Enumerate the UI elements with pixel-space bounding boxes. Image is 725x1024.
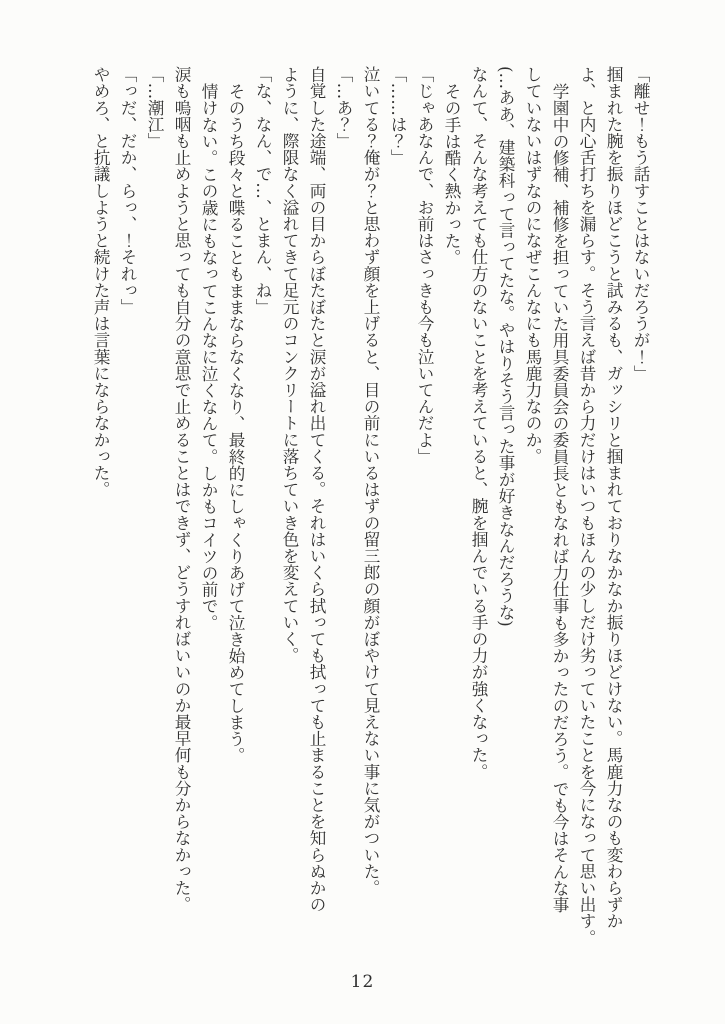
text-line: 「……は？」 xyxy=(388,66,407,166)
text-line: 「離せ！もう話すことはないだろうが！」 xyxy=(631,66,650,382)
text-line: 「な、なん、で…、とまん、ね」 xyxy=(253,66,272,315)
text-line: ように、際限なく溢れてきて足元のコンクリートに落ちていき色を変えていく。 xyxy=(280,66,299,664)
text-line: 「じゃあなんで、お前はさっきも今も泣いてんだよ」 xyxy=(415,66,434,465)
text-line: 「っだ、だか、らっ、！それっ」 xyxy=(118,66,137,315)
text-line: (…ああ、建築科って言ってたな。やはりそう言った事が好きなんだろうな) xyxy=(496,66,515,627)
text-line: 自覚した途端、両の目からぼたぼたと涙が溢れ出てくる。それはいくら拭っても拭っても止まることを知らぬかの xyxy=(307,66,326,913)
text-line: 学園中の修補、補修を担っていた用具委員会の委員長ともなれば力仕事も多かったのだろう。でも今はそんな事 xyxy=(550,82,569,913)
text-line: よ、と内心舌打ちを漏らす。そう言えば昔から力だけはいつもほんの少しだけ劣っていたことを今になって思い出す。 xyxy=(577,66,596,946)
text-line: 掴まれた腕を振りほどこうと試みるも、ガッシリと掴まれておりなかなか振りほどけない。馬鹿力なのも変わらずか xyxy=(604,66,623,930)
text-columns xyxy=(87,66,654,966)
text-line: 「…潮江」 xyxy=(145,66,164,149)
page-number: 12 xyxy=(350,972,375,992)
text-line: 「…あ？」 xyxy=(334,66,353,149)
text-line: 涙も嗚咽も止めようと思っても自分の意思で止めることはできず、どうすればいいのか最早何も分からなかった。 xyxy=(172,66,191,913)
text-line: そのうち段々と喋ることもままならなくなり、最終的にしゃくりあげて泣き始めてしまう。 xyxy=(226,82,245,764)
text-line: やめろ、と抗議しようと続けた声は言葉にならなかった。 xyxy=(91,66,110,498)
text-line: その手は酷く熱かった。 xyxy=(442,82,461,266)
text-line: していないはずなのになぜこんなにも馬鹿力なのか。 xyxy=(523,66,542,465)
text-line: 情けない。この歳にもなってこんなに泣くなんて。しかもコイツの前で。 xyxy=(199,82,218,631)
text-line: なんて、そんな考えても仕方のないことを考えていると、腕を掴んでいる手の力が強くなった。 xyxy=(469,66,488,780)
text-line: 泣いてる？俺が？と思わず顔を上げると、目の前にいるはずの留三郎の顔がぼやけて見えない事に気がついた。 xyxy=(361,66,380,896)
